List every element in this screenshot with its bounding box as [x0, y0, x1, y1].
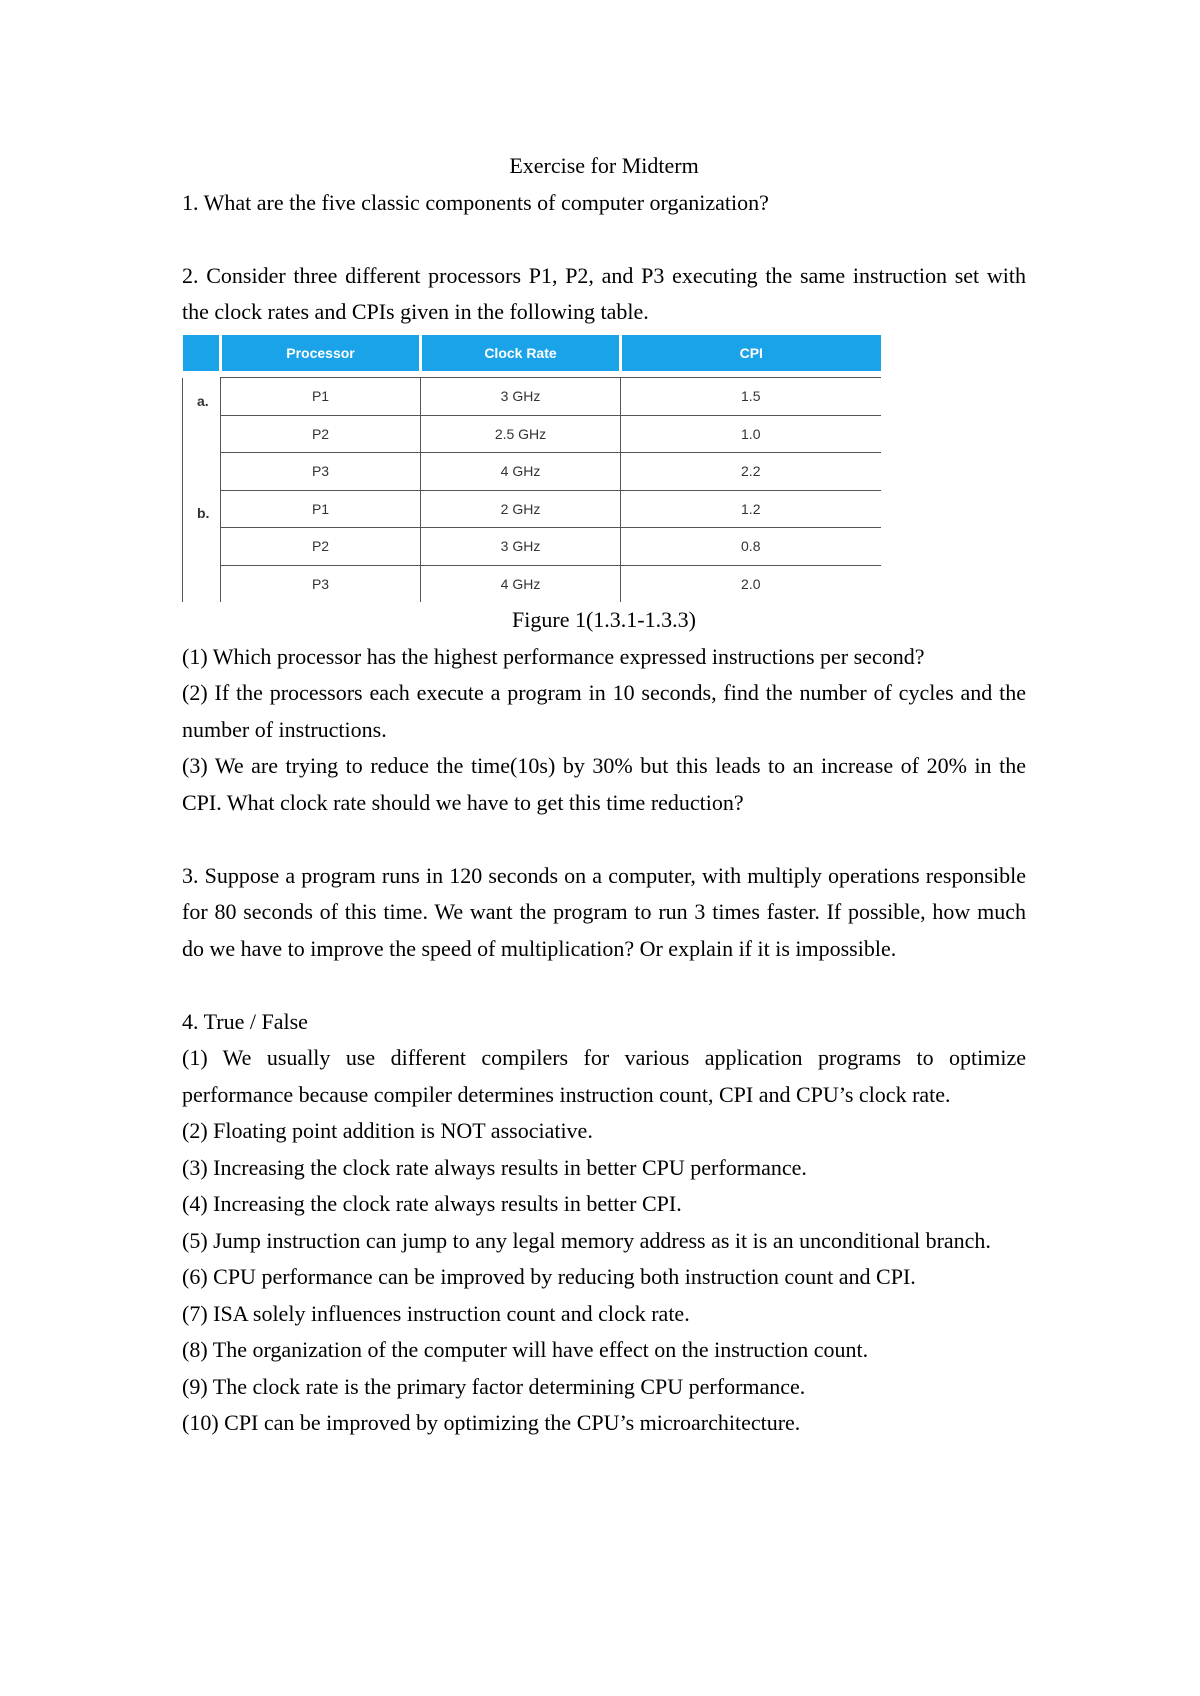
question-2-part-3: (3) We are trying to reduce the time(10s) by 30% but this leads to an increase of 20% in the CPI. What clock rate should we have to get this time reduction? — [182, 753, 1026, 815]
cell-processor: P2 — [221, 415, 421, 453]
question-2-part-1: (1) Which processor has the highest performance expressed instructions per second? — [182, 643, 925, 669]
spacer — [182, 821, 1026, 858]
cell-processor: P3 — [221, 453, 421, 491]
table-row — [183, 415, 881, 453]
cell-clock-rate: 2 GHz — [421, 490, 621, 528]
cell-cpi: 1.0 — [621, 415, 881, 453]
spacer — [182, 967, 1026, 1004]
processor-table-figure — [182, 335, 880, 603]
cell-cpi: 0.8 — [621, 528, 881, 566]
cell-processor: P2 — [221, 528, 421, 566]
group-label-a: a. — [183, 378, 221, 491]
table-row — [183, 528, 881, 566]
question-1: 1. What are the five classic components of computer organization? — [182, 189, 769, 215]
table-row — [183, 453, 881, 491]
group-label-b: b. — [183, 490, 221, 602]
page-title: Exercise for Midterm — [509, 153, 699, 178]
true-false-item: (7) ISA solely influences instruction count and clock rate. — [182, 1300, 690, 1326]
true-false-item: (4) Increasing the clock rate always results in better CPI. — [182, 1191, 682, 1216]
question-2-intro: 2. Consider three different processors P1, P2, and P3 executing the same instruction set with the clock rates and CPIs given in the following table. — [182, 262, 1026, 324]
true-false-item: (1) We usually use different compilers for various application programs to optimize performance because compiler determines instruction count, CPI and CPU’s clock rate. — [182, 1045, 1026, 1107]
cell-cpi: 1.5 — [621, 378, 881, 416]
table-row — [183, 378, 881, 416]
cell-cpi: 2.0 — [621, 565, 881, 602]
table-row — [183, 490, 881, 528]
cell-cpi: 2.2 — [621, 453, 881, 491]
table-header-clock-rate: Clock Rate — [421, 335, 621, 372]
cell-clock-rate: 2.5 GHz — [421, 415, 621, 453]
cell-clock-rate: 4 GHz — [421, 453, 621, 491]
true-false-item: (9) The clock rate is the primary factor determining CPU performance. — [182, 1373, 806, 1399]
figure-caption: Figure 1(1.3.1-1.3.3) — [512, 607, 696, 632]
question-2-part-2: (2) If the processors each execute a program in 10 seconds, find the number of cycles and the number of instructions. — [182, 680, 1026, 742]
question-4-heading: 4. True / False — [182, 1008, 308, 1034]
cell-clock-rate: 3 GHz — [421, 378, 621, 416]
table-header-processor: Processor — [221, 335, 421, 372]
cell-processor: P1 — [221, 378, 421, 416]
spacer — [182, 221, 1026, 258]
cell-processor: P1 — [221, 490, 421, 528]
table-header-cpi: CPI — [621, 335, 881, 372]
true-false-item: (5) Jump instruction can jump to any legal memory address as it is an unconditional branch. — [182, 1227, 991, 1253]
table-row — [183, 565, 881, 602]
true-false-item: (2) Floating point addition is NOT associative. — [182, 1118, 593, 1143]
true-false-item: (3) Increasing the clock rate always results in better CPU performance. — [182, 1154, 807, 1180]
true-false-item: (8) The organization of the computer will have effect on the instruction count. — [182, 1337, 869, 1362]
cell-clock-rate: 4 GHz — [421, 565, 621, 602]
cell-cpi: 1.2 — [621, 490, 881, 528]
document-body — [182, 148, 1026, 1442]
table-header-blank — [183, 335, 221, 372]
cell-clock-rate: 3 GHz — [421, 528, 621, 566]
question-3: 3. Suppose a program runs in 120 seconds on a computer, with multiply operations responsible for 80 seconds of this time. We want the program to run 3 times faster. If possible, how much do we have to improve the speed of multiplication? Or explain if it is impossible. — [182, 862, 1026, 961]
processor-table — [182, 335, 881, 603]
true-false-item: (6) CPU performance can be improved by reducing both instruction count and CPI. — [182, 1264, 916, 1289]
table-header-row — [183, 335, 881, 372]
true-false-item: (10) CPI can be improved by optimizing the CPU’s microarchitecture. — [182, 1410, 801, 1435]
cell-processor: P3 — [311, 575, 330, 592]
